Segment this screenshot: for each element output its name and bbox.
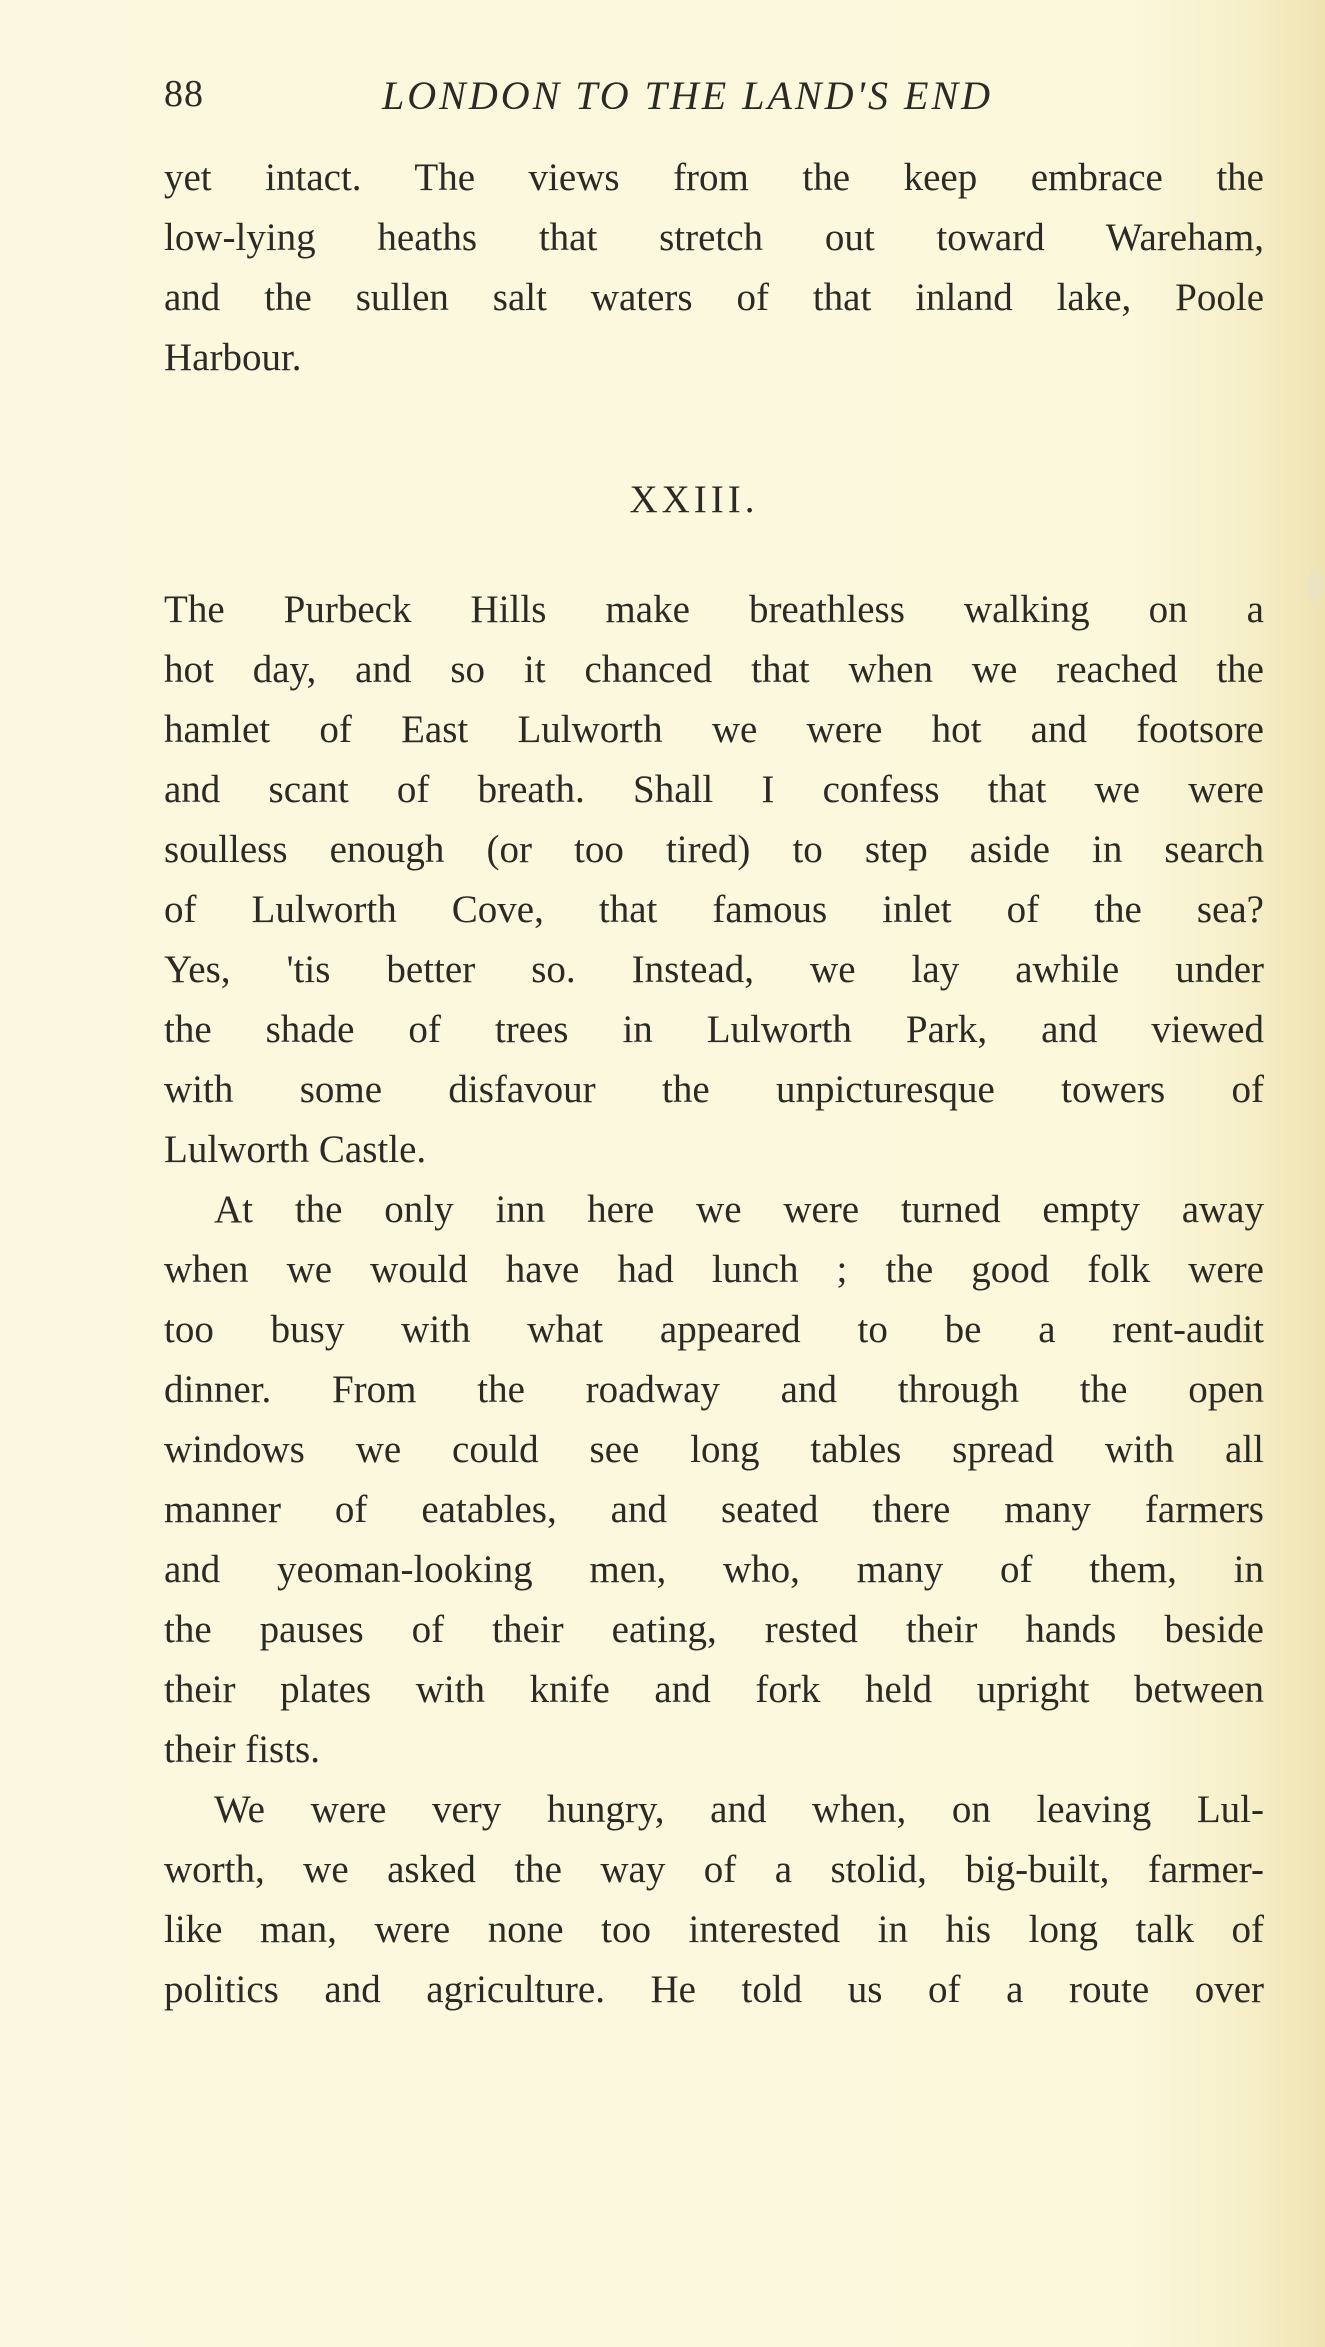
body-text [164, 148, 1264, 2020]
text-line: hamlet of East Lulworth we were hot and footsore [164, 708, 1264, 751]
text-line: the shade of trees in Lulworth Park, and viewed [164, 1008, 1264, 1051]
text-line: Lulworth Castle. [164, 1128, 427, 1171]
paragraph-1 [164, 148, 1264, 388]
paragraph-4 [164, 1780, 1264, 2020]
text-line: low-lying heaths that stretch out toward Wareham, [164, 216, 1264, 259]
text-line: manner of eatables, and seated there many farmers [164, 1488, 1264, 1531]
paragraph-2 [164, 580, 1264, 1180]
text-line: windows we could see long tables spread with all [164, 1428, 1264, 1471]
text-line: yet intact. The views from the keep embrace the [164, 156, 1264, 199]
paragraph-3 [164, 1180, 1264, 1780]
text-line: dinner. From the roadway and through the open [164, 1368, 1264, 1411]
text-line: too busy with what appeared to be a rent-audit [164, 1308, 1264, 1351]
text-line: their fists. [164, 1728, 320, 1771]
text-line: when we would have had lunch ; the good folk were [164, 1248, 1264, 1291]
running-head-title: LONDON TO THE LAND'S END [382, 73, 994, 118]
text-line: The Purbeck Hills make breathless walking on a [164, 588, 1264, 631]
section-heading: XXIII. [629, 478, 759, 521]
text-line: of Lulworth Cove, that famous inlet of the sea? [164, 888, 1264, 931]
text-line: and the sullen salt waters of that inland lake, Poole [164, 276, 1264, 319]
text-line: worth, we asked the way of a stolid, big-built, farmer- [164, 1848, 1264, 1891]
text-line: their plates with knife and fork held upright between [164, 1668, 1264, 1711]
text-line: Harbour. [164, 336, 302, 379]
text-line: like man, were none too interested in his long talk of [164, 1908, 1264, 1951]
text-line: and yeoman-looking men, who, many of them, in [164, 1548, 1264, 1591]
page-number: 88 [164, 73, 204, 115]
text-line: We were very hungry, and when, on leaving Lul- [214, 1788, 1264, 1831]
text-line: with some disfavour the unpicturesque towers of [164, 1068, 1264, 1111]
paper-blemish [1308, 568, 1322, 604]
text-line: and scant of breath. Shall I confess that we were [164, 768, 1264, 811]
text-line: At the only inn here we were turned empty away [214, 1188, 1264, 1231]
text-line: hot day, and so it chanced that when we reached the [164, 648, 1264, 691]
text-line: Yes, 'tis better so. Instead, we lay awhile under [164, 948, 1264, 991]
running-head [164, 72, 1264, 132]
text-line: soulless enough (or too tired) to step aside in search [164, 828, 1264, 871]
text-line: politics and agriculture. He told us of a route over [164, 1968, 1264, 2011]
text-line: the pauses of their eating, rested their hands beside [164, 1608, 1264, 1651]
